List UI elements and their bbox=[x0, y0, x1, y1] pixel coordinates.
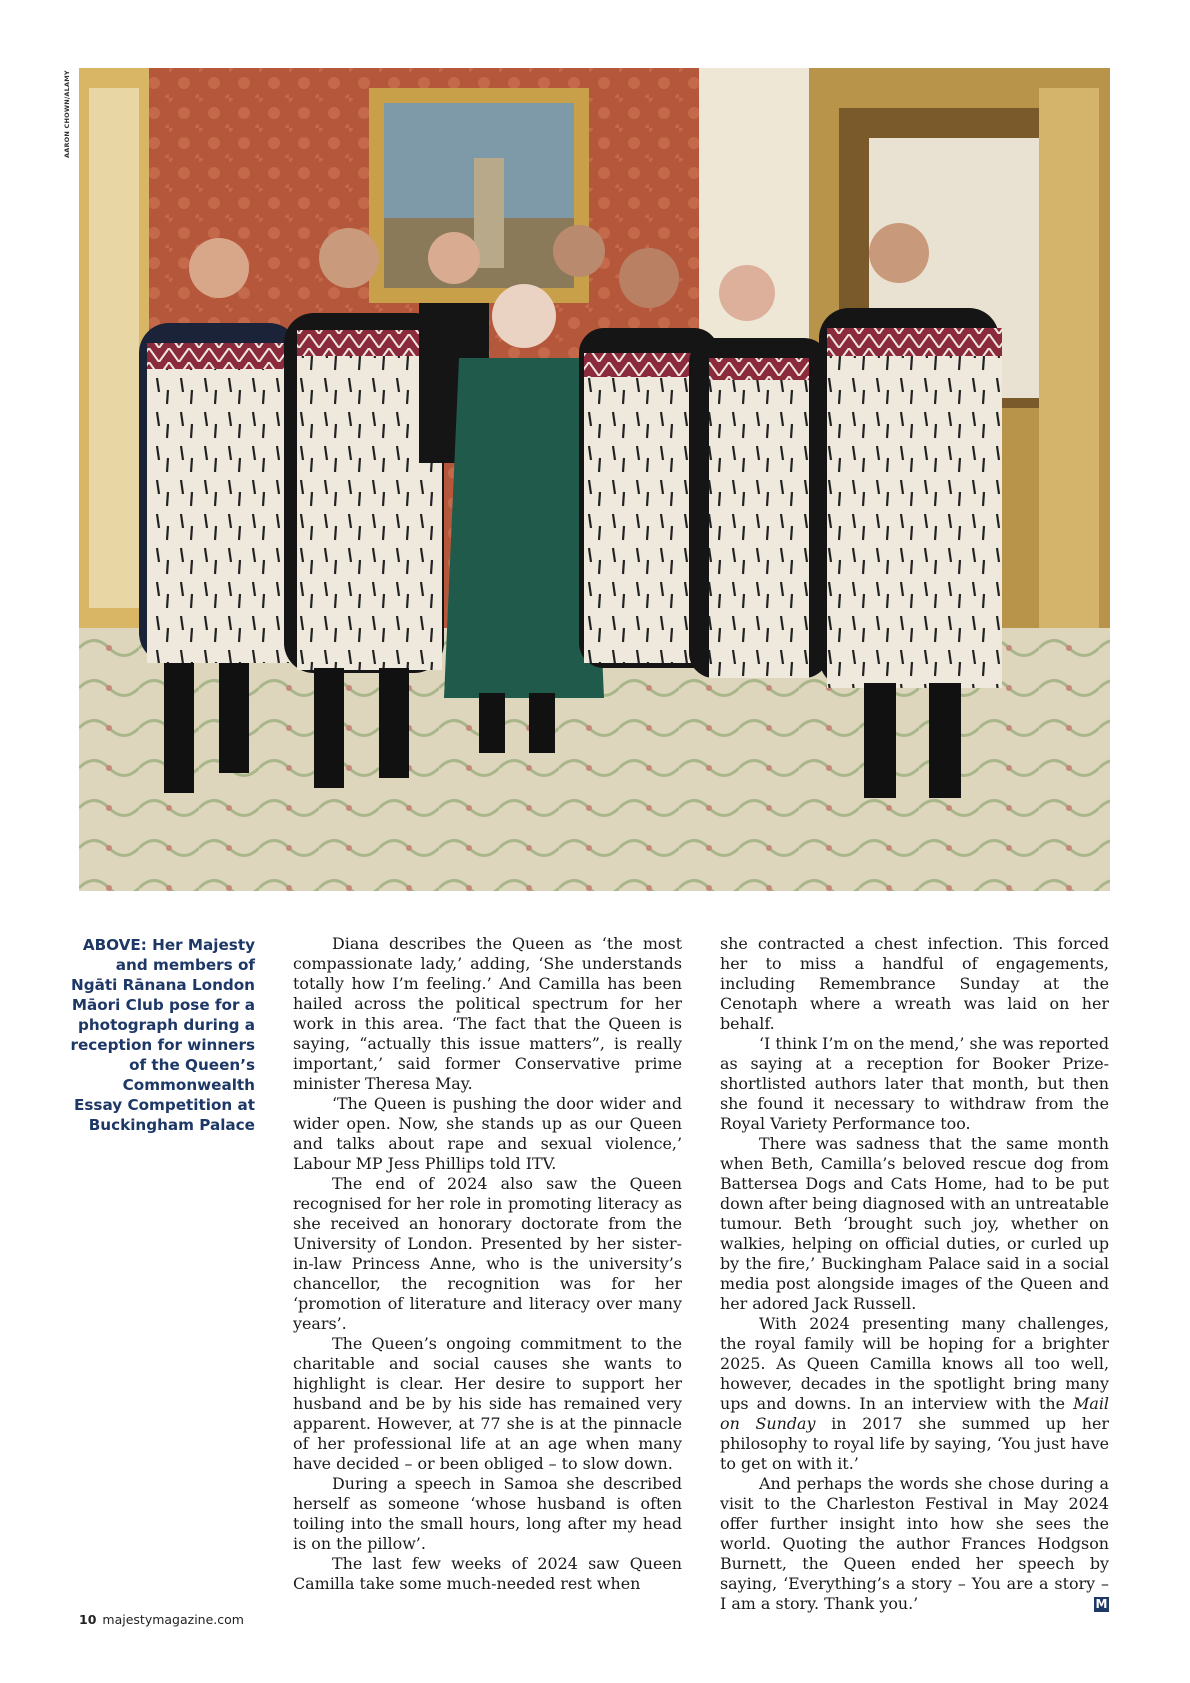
paragraph bbox=[720, 1314, 1109, 1474]
publication-title: Mail on Sunday bbox=[720, 1394, 1109, 1433]
paragraph: The last few weeks of 2024 saw Queen Camilla take some much-needed rest when bbox=[293, 1554, 682, 1593]
paragraph bbox=[720, 1474, 1109, 1614]
photo-illustration bbox=[79, 68, 1110, 891]
paragraph: During a speech in Samoa she described herself as someone ‘whose husband is often toiling into the small hours, long after my head is on the pillow’. bbox=[293, 1474, 682, 1553]
paragraph: ‘I think I’m on the mend,’ she was reported as saying at a reception for Booker Prize-shortlisted authors later that month, but then she found it necessary to withdraw from the Royal Variety Performance too. bbox=[720, 1034, 1109, 1133]
page-footer bbox=[79, 1612, 244, 1627]
paragraph-text: in 2017 she summed up her philosophy to royal life by saying, ‘You just have to get on with it.’ bbox=[720, 1414, 1109, 1473]
paragraph: The end of 2024 also saw the Queen recognised for her role in promoting literacy as she received an honorary doctorate from the University of London. Presented by her sister-in-law Princess Anne, who is the university’s chancellor, the recognition was for her ‘promotion of literature and literacy over many years’. bbox=[293, 1174, 682, 1333]
photo-caption: ABOVE: Her Majesty and members of Ngāti Rānana London Māori Club pose for a photograph during a reception for winners of the Queen’s Commonwealth Essay Competition at Buckingham Palace bbox=[70, 936, 255, 1134]
article-column-1 bbox=[293, 934, 682, 1594]
paragraph: There was sadness that the same month when Beth, Camilla’s beloved rescue dog from Battersea Dogs and Cats Home, had to be put down after being diagnosed with an untreatable tumour. Beth ‘brought such joy, whether on walkies, helping on official duties, or curled up by the fire,’ Buckingham Palace said in a social media post alongside images of the Queen and her adored Jack Russell. bbox=[720, 1134, 1109, 1313]
page-number: 10 bbox=[79, 1612, 97, 1627]
article-column-2 bbox=[720, 934, 1109, 1614]
end-mark-icon: M bbox=[1095, 1597, 1108, 1611]
paragraph: Diana describes the Queen as ‘the most compassionate lady,’ adding, ‘She understands totally how I’m feeling.’ And Camilla has been hailed across the political spectrum for her work in this area. ‘The fact that the Queen is saying, “actually this issue matters”, is really important,’ said former Conservative prime minister Theresa May. bbox=[293, 934, 682, 1093]
paragraph-text: With 2024 presenting many challenges, the royal family will be hoping for a brighter 2025. As Queen Camilla knows all too well, however, decades in the spotlight bring many ups and downs. In an interview with the bbox=[720, 1314, 1109, 1413]
photo-credit: AARON CHOWN/ALAMY bbox=[63, 70, 71, 158]
paragraph: The Queen’s ongoing commitment to the charitable and social causes she wants to highlight is clear. Her desire to support her husband and be by his side has remained very apparent. However, at 77 she is at the pinnacle of her professional life at an age when many have decided – or been obliged – to slow down. bbox=[293, 1334, 682, 1473]
paragraph: ‘The Queen is pushing the door wider and wider open. Now, she stands up as our Queen and talks about rape and sexual violence,’ Labour MP Jess Phillips told ITV. bbox=[293, 1094, 682, 1173]
paragraph: she contracted a chest infection. This forced her to miss a handful of engagements, including Remembrance Sunday at the Cenotaph where a wreath was laid on her behalf. bbox=[720, 934, 1109, 1033]
site-url: majestymagazine.com bbox=[102, 1612, 244, 1627]
paragraph-text: And perhaps the words she chose during a visit to the Charleston Festival in May 2024 offer further insight into how she sees the world. Quoting the author Frances Hodgson Burnett, the Queen ended her speech by saying, ‘Everything’s a story – You are a story – I am a story. Thank you.’ bbox=[720, 1474, 1109, 1613]
group-photograph bbox=[79, 68, 1110, 891]
